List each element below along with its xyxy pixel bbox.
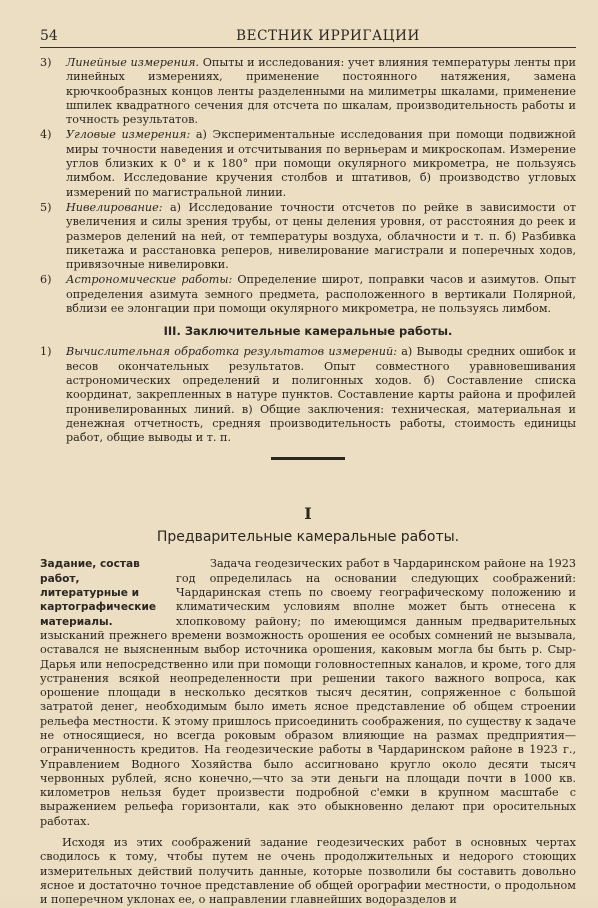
item-text bbox=[66, 273, 576, 316]
item-label: Астрономические работы: bbox=[66, 273, 233, 287]
item-text bbox=[66, 128, 576, 199]
section-divider bbox=[271, 457, 345, 460]
page-number: 54 bbox=[40, 28, 58, 44]
item-label: Угловые измерения: bbox=[66, 128, 191, 142]
item-number: 4) bbox=[40, 128, 52, 142]
item-text bbox=[66, 201, 576, 272]
item-body: а) Выводы средних ошибок и весов окончательных результатов. Опыт совместного уравновешивания астрономических определений и полигонных ходов. б) Составление списка координат, закрепленных в натуре пунктов. Составление карты района и профилей пронивелированных линий. в) Общие заключения: техническая, материальная и денежная отчетность, средняя производительность работы, стоимость единицы работ, общие выводы и т. п. bbox=[66, 345, 576, 445]
final-items-list bbox=[40, 345, 576, 445]
item-number: 1) bbox=[40, 345, 52, 359]
side-heading: Задание, состав работ, литературные и картографические материалы. bbox=[40, 558, 157, 628]
list-item bbox=[40, 128, 576, 199]
item-number: 6) bbox=[40, 273, 52, 287]
chapter-body bbox=[40, 557, 576, 907]
item-number: 5) bbox=[40, 200, 52, 214]
section-heading: III. Заключительные камеральные работы. bbox=[163, 324, 453, 339]
body-paragraph: Задача геодезических работ в Чардаринском районе на 1923 год определилась на основании следующих соображений: Чардаринская степь по своему географическому положению и климатическим условиям вполне может быть отнесена к хлопковому району; по имеющимся данным предварительных изысканий прежнего времени возможность орошения ее особых сомнений не вызывала, оставался не выясненным выбор источника орошения, каковым могла бы быть р. Сыр-Дарья или непосредственно или при помощи головностепных каналов, и кроме, того для устранения всякой неопределенности при решении такого важного вопроса, как орошение площади в несколько десятков тысяч десятин, сопряженное с большой затратой денег, необходимым было иметь ясное представление об общем строении рельефа местности. К этому пришлось присоединить соображения, по существу к задаче не относящиеся, но всегда роковым образом влияющие на размах предприятия—ограниченность кредитов. На геодезические работы в Чардаринском районе в 1923 г., Управлением Водного Хозяйства было ассигновано кругло около десяти тысяч червонных рублей, ясно конечно,—что за эти деньги на площади почти в 1000 кв. километров нельзя будет произвести подробной с'емки в крупном масштабе с выражением рельефа горизонтали, как это обыкновенно делают при оросительных работах. bbox=[40, 557, 576, 828]
item-number: 3) bbox=[40, 56, 52, 69]
method-items-list bbox=[40, 56, 576, 316]
list-item bbox=[40, 273, 576, 316]
page-header bbox=[40, 28, 576, 48]
item-body: а) Экспериментальные исследования при помощи подвижной миры точности наведения и отсчитывания по верньерам и микроскопам. Измерение углов близких к 0° и к 180° при помощи окулярного микрометра, не пользуясь лимбом. Исследование кручения столбов и штативов, б) производство угловых измерений по магистральной линии. bbox=[66, 128, 576, 199]
item-label: Вычислительная обработка результатов измерений: bbox=[66, 345, 397, 359]
item-body: Опыты и исследования: учет влияния температуры ленты при линейных измерениях, применение постоянного натяжения, замена крючкообразных концов ленты разделенными на милиметры шкалами, применение шпилек квадратного сечения для отсчета по шкалам, производительность работы и точность результатов. bbox=[66, 56, 577, 127]
list-item bbox=[40, 345, 576, 445]
item-text bbox=[66, 56, 576, 127]
item-body: Определение широт, поправки часов и азимутов. Опыт определения азимута земного предмета, расположенного в вертикали Полярной, вблизи ее элонгации при помощи окулярного микрометра, не пользуясь лимбом. bbox=[66, 273, 576, 316]
item-label: Нивелирование: bbox=[66, 200, 163, 214]
list-item bbox=[40, 201, 576, 272]
journal-title: ВЕСТНИК ИРРИГАЦИИ bbox=[236, 28, 420, 44]
list-item bbox=[40, 56, 576, 127]
chapter-number: I bbox=[304, 504, 312, 524]
body-paragraph: Исходя из этих соображений задание геодезических работ в основных чертах сводилось к тому, чтобы путем не очень продолжительных и недорого стоющих измерительных действий получить данные, которые позволили бы составить довольно ясное и достаточно точное представление об общей орографии местности, о продольном и поперечном уклонах ее, о направлении главнейших водоразделов и bbox=[40, 836, 576, 907]
item-label: Линейные измерения. bbox=[66, 56, 200, 69]
chapter-title: Предварительные камеральные работы. bbox=[156, 529, 460, 546]
item-body: а) Исследование точности отсчетов по рейке в зависимости от увеличения и силы зрения трубы, от цены деления уровня, от расстояния до реек и размеров делений на ней, от температуры воздуха, облачности и т. п. б) Разбивка пикетажа и расстановка реперов, нивелирование магистрали и поперечных ходов, привязочные нивелировки. bbox=[66, 200, 576, 272]
item-text bbox=[66, 345, 576, 445]
